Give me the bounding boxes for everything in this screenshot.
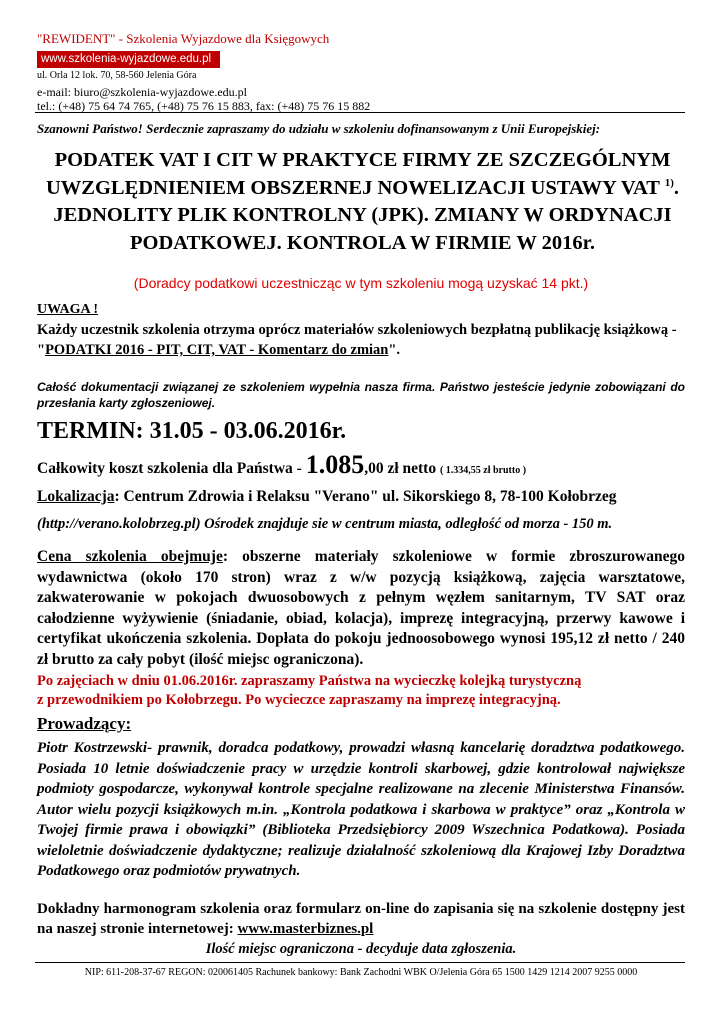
schedule-text: Dokładny harmonogram szkolenia oraz formularz on-line do zapisania się na szkolenie dostępny jest na naszej stronie internetowej: — [37, 901, 685, 937]
notice-body: Każdy uczestnik szkolenia otrzyma oprócz materiałów szkoleniowych bezpłatną publikację książkową - " — [37, 322, 677, 358]
price-includes-text: : obszerne materiały szkoleniowe w formie zbroszurowanego wydawnictwa (około 170 stron) wraz z w/w pozycją książkową, zajęcia warsztatowe, zakwaterowanie w pokojach dwuosobowych z pełnym węzłem sanitarnym, TV SAT oraz całodzienne wyżywienie (śniadanie, obiad, kolacja), imprezę integracyjną, przerwy kawowe i certyfikat ukończenia szkolenia. Dopłata do pokoju jednoosobowego wynosi 195,12 zł netto / 240 zł brutto za cały pobyt (ilość miejsc ograniczona). — [37, 548, 686, 668]
company-name: "REWIDENT" - Szkolenia Wyjazdowe dla Księgowych — [37, 31, 330, 46]
training-date: TERMIN: 31.05 - 03.06.2016r. — [37, 418, 347, 444]
cost-amount-rest: ,00 zł netto — [364, 460, 440, 477]
training-title — [40, 147, 685, 257]
schedule-note — [37, 899, 685, 939]
company-phone: tel.: (+48) 75 64 74 765, (+48) 75 76 15 883, fax: (+48) 75 76 15 882 — [37, 99, 371, 113]
excursion-line2: z przewodnikiem po Kołobrzegu. Po wycieczce zapraszamy na imprezę integracyjną. — [37, 692, 561, 708]
documentation-note: Całość dokumentacji związanej ze szkoleniem wypełnia nasza firma. Państwo jesteście jedynie zobowiązani do przesłania karty zgłoszeniowej. — [37, 380, 685, 410]
cost-label: Całkowity koszt szkolenia dla Państwa - — [37, 460, 306, 477]
book-title: PODATKI 2016 - PIT, CIT, VAT - Komentarz do zmian — [45, 342, 389, 358]
company-address: ul. Orla 12 lok. 70, 58-560 Jelenia Góra — [37, 70, 197, 81]
footer-company-details: NIP: 611-208-37-67 REGON: 020061405 Rachunek bankowy: Bank Zachodni WBK O/Jelenia Góra 65 1500 1429 1214 2007 9255 0000 — [84, 967, 638, 978]
excursion-line1: Po zajęciach w dniu 01.06.2016r. zapraszamy Państwa na wycieczkę kolejką turystyczną — [37, 673, 582, 689]
company-email[interactable]: e-mail: biuro@szkolenia-wyjazdowe.edu.pl — [37, 85, 247, 99]
title-part2: . JEDNOLITY PLIK KONTROLNY (JPK). ZMIANY W ORDYNACJI PODATKOWEJ. KONTROLA W FIRMIE W 2016r. — [53, 176, 680, 254]
website-badge[interactable]: www.szkolenia-wyjazdowe.edu.pl — [37, 51, 220, 68]
cost-line — [37, 450, 526, 480]
invitation-text: Szanowni Państwo! Serdecznie zapraszamy do udziału w szkoleniu dofinansowanym z Unii Europejskiej: — [37, 121, 601, 136]
lecturers-heading: Prowadzący: — [37, 714, 132, 733]
limited-seats-note: Ilość miejsc ograniczona - decyduje data zgłoszenia. — [205, 941, 517, 957]
excursion-note — [37, 672, 685, 710]
venue-note: (http://verano.kolobrzeg.pl) Ośrodek znajduje sie w centrum miasta, odległość od morza - 150 m. — [37, 516, 613, 532]
location-text: : Centrum Zdrowia i Relaksu "Verano" ul. Sikorskiego 8, 78-100 Kołobrzeg — [114, 488, 617, 505]
header-divider — [35, 112, 685, 113]
footer-divider — [35, 962, 685, 963]
price-includes-label: Cena szkolenia obejmuje — [37, 548, 223, 565]
location-label: Lokalizacja — [37, 488, 115, 505]
schedule-link[interactable]: www.masterbiznes.pl — [237, 921, 374, 937]
price-includes — [37, 547, 685, 670]
location-line — [37, 488, 617, 506]
notice-end: ". — [388, 342, 401, 358]
notice-text — [37, 320, 685, 360]
cost-amount: 1.085 — [305, 450, 365, 479]
notice-label: UWAGA ! — [37, 302, 99, 317]
lecturer-bio: Piotr Kostrzewski- prawnik, doradca podatkowy, prowadzi własną kancelarię doradztwa podatkowego. Posiada 10 letnie doświadczenie pracy w urzędzie kontroli skarbowej, gdzie kontrolował największe podmioty gospodarcze, wykonywał kontrole specjalne realizowane na zlecenie Ministerstwa Finansów. Autor wielu pozycji książkowych m.in. „Kontrola podatkowa i skarbowa w praktyce” oraz „Kontrola w Twojej firmie prawa i obowiązki” (Biblioteka Przedsiębiorcy 2009 Wszechnica Podatkowa). Posiada wieloletnie doświadczenie dydaktyczne; realizuje działalność szkoleniową dla Krajowej Izby Doradztwa Podatkowego oraz podmiotów prywatnych. — [37, 740, 685, 879]
title-footnote: 1) — [664, 176, 674, 189]
cost-brutto: ( 1.334,55 zł brutto ) — [439, 465, 527, 476]
advisors-note: (Doradcy podatkowi uczestnicząc w tym szkoleniu mogą uzyskać 14 pkt.) — [133, 275, 589, 291]
title-part1: PODATEK VAT I CIT W PRAKTYCE FIRMY ZE SZCZEGÓLNYM UWZGLĘDNIENIEM OBSZERNEJ NOWELIZACJI USTAWY VAT — [45, 149, 671, 199]
